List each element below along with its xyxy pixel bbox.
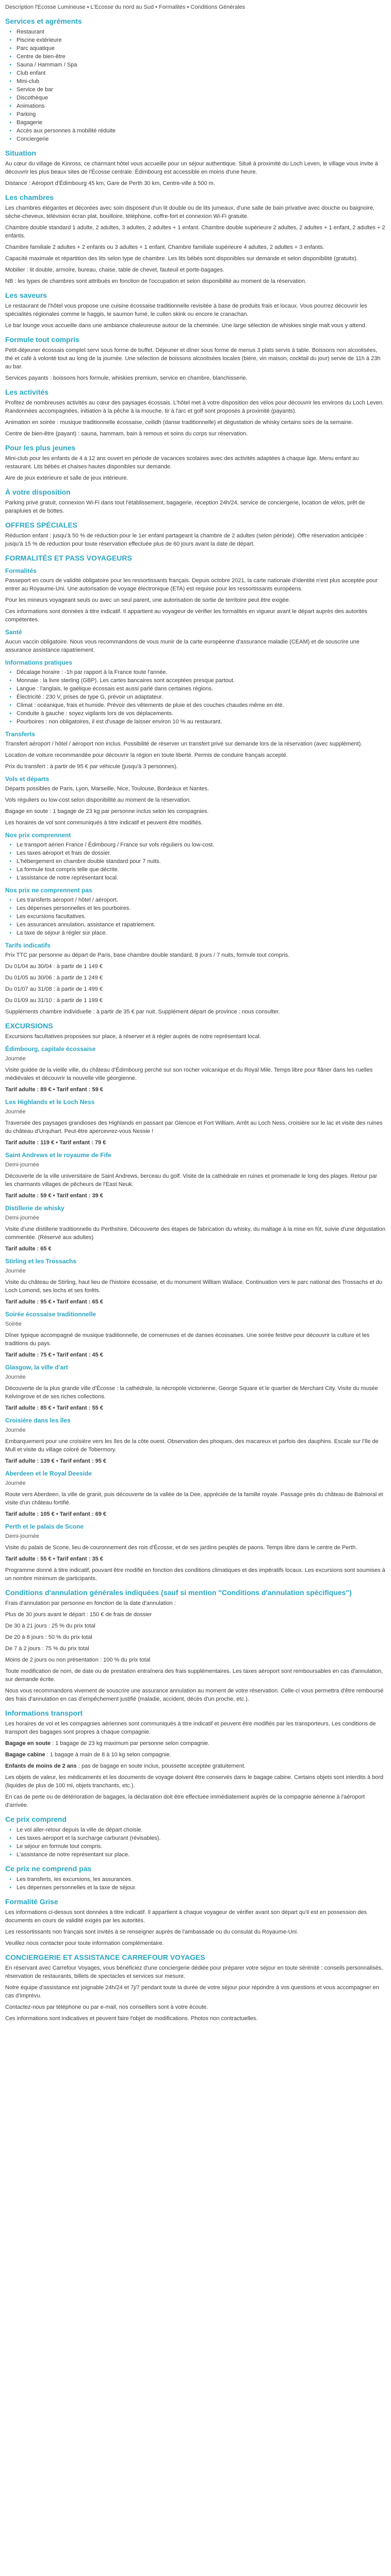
rooms-section — [5, 193, 386, 285]
concierge-text: Contactez-nous par téléphone ou par e-mail, nos conseillers sont à votre écoute. — [5, 2004, 208, 2010]
kids-text: Mini-club pour les enfants de 4 à 12 ans ouvert en période de vacances scolaires avec des activités adaptées à chaque âge. Menu enfant au restaurant. Lits bébés et chaises hautes disponibles sur demande. — [5, 455, 359, 470]
list-item: • Service de bar — [17, 86, 386, 94]
dining-section — [5, 291, 386, 330]
excursion-item — [5, 1257, 386, 1306]
transport-info-section — [5, 1708, 386, 1809]
rooms-text: Mobilier : lit double, armoire, bureau, chaise, table de chevet, fauteuil et porte-bagages. — [5, 267, 224, 273]
conditions-intro: Frais d'annulation par personne en fonction de la date d'annulation : — [5, 1600, 176, 1606]
concierge-title: CONCIERGERIE ET ASSISTANCE CARREFOUR VOYAGES — [5, 1953, 205, 1961]
dining-text: Le bar lounge vous accueille dans une ambiance chaleureuse autour de la cheminée. Une large sélection de whiskies single malt vous y attend. — [5, 323, 367, 329]
excursion-item — [5, 1151, 386, 1200]
transfers-section — [5, 730, 386, 771]
list-item: • Décalage horaire : -1h par rapport à la France toute l'année. — [17, 668, 386, 676]
included-title: Nos prix comprennent — [5, 832, 71, 839]
activities-text: Profitez de nombreuses activités au cœur des paysages écossais. L'hôtel met à votre disposition des vélos pour découvrir les environs du Loch Leven. Randonnées accompagnées, initiation à la pêche à la mouche, tir à l'arc et golf sont proposés à proximité (payants). — [5, 400, 384, 414]
excursion-desc: Traversée des paysages grandioses des Highlands en passant par Glencoe et Fort William. Arrêt au Loch Ness, croisière sur le lac et visite des ruines du château d'Urquhart. Peut-être apercevrez-vous Nessie ! — [5, 1120, 383, 1134]
list-item: • Les excursions facultatives. — [17, 912, 386, 921]
excursion-duration: Demi-journée — [5, 1533, 40, 1539]
excursion-item — [5, 1416, 386, 1465]
transfers-title: Transferts — [5, 731, 36, 738]
list-item: • Centre de bien-être — [17, 53, 386, 61]
price-row: Du 01/07 au 31/08 : à partir de 1 499 € — [5, 986, 103, 992]
activities-text: Animation en soirée : musique traditionnelle écossaise, ceilidh (danse traditionnelle) et dégustation de whisky certains soirs de la semaine. — [5, 419, 353, 426]
excursion-item — [5, 1522, 386, 1563]
health-text: Aucun vaccin obligatoire. Nous vous recommandons de vous munir de la carte européenne d'assurance maladie (CEAM) et de souscrire une assurance assistance rapatriement. — [5, 639, 360, 653]
excursion-price: Tarif adulte : 95 € • Tarif enfant : 65 € — [5, 1299, 103, 1305]
list-item: • Parc aquatique — [17, 44, 386, 53]
list-item: • Mini-club — [17, 77, 386, 86]
excursion-name: Édimbourg, capitale écossaise — [5, 1045, 96, 1053]
excursion-name: Croisière dans les îles — [5, 1417, 71, 1424]
dining-title: Les saveurs — [5, 291, 47, 299]
formality-section — [5, 1897, 386, 1947]
flights-line: Bagage en soute : 1 bagage de 23 kg par personne inclus selon les compagnies. — [5, 808, 209, 815]
excursion-item — [5, 1098, 386, 1147]
situation-text: Au cœur du village de Kinross, ce charmant hôtel vous accueille pour un séjour authentique. Situé à proximité du Loch Leven, le village vous invite à découvrir les plus beaux sites de l'Écosse centrale. Édimbourg est accessible en moins d'une heure. — [5, 161, 378, 175]
conditions-section — [5, 1588, 386, 1703]
excursion-duration: Journée — [5, 1109, 26, 1115]
transport-info-title: Informations transport — [5, 1709, 83, 1717]
excursion-duration: Soirée — [5, 1321, 22, 1327]
list-item: • Club enfant — [17, 69, 386, 77]
services-title: Services et agréments — [5, 17, 82, 25]
transfers-price: Prix du transfert : à partir de 95 € par véhicule (jusqu'à 3 personnes). — [5, 764, 178, 770]
excursion-price: Tarif adulte : 59 € • Tarif enfant : 39 € — [5, 1193, 103, 1199]
flights-line: Vols réguliers ou low-cost selon disponibilité au moment de la réservation. — [5, 797, 191, 803]
excursion-duration: Journée — [5, 1427, 26, 1433]
list-item: • Conduite à gauche : soyez vigilants lors de vos déplacements. — [17, 709, 386, 718]
excursion-desc: Embarquement pour une croisière vers les îles de la côte ouest. Observation des phoques, des macareux et parfois des dauphins. Escale sur l'île de Mull et visite du village coloré de Tobermory. — [5, 1438, 379, 1453]
excursion-name: Aberdeen et le Royal Deeside — [5, 1470, 92, 1477]
list-item: • Discothèque — [17, 94, 386, 102]
price-row: Du 01/05 au 30/06 : à partir de 1 249 € — [5, 975, 103, 981]
excursions-intro: Excursions facultatives proposées sur place, à réserver et à régler auprès de notre représentant local. — [5, 1033, 261, 1040]
price-includes-section — [5, 1815, 386, 1892]
formalities-title: FORMALITÉS ET PASS VOYAGEURS — [5, 554, 132, 562]
excursion-name: Stirling et les Trossachs — [5, 1258, 77, 1265]
list-item: • Bagagerie — [17, 118, 386, 127]
prices-intro: Prix TTC par personne au départ de Paris, base chambre double standard, 8 jours / 7 nuits, formule tout compris. — [5, 952, 290, 958]
offers-section — [5, 520, 386, 548]
offers-title: OFFRES SPÉCIALES — [5, 521, 78, 529]
transport-info-text: En cas de perte ou de détérioration de bagages, la déclaration doit être effectuée immédiatement auprès de la compagnie aérienne à l'aéroport d'arrivée. — [5, 1794, 365, 1808]
baggage-row: Bagage cabine : 1 bagage à main de 8 à 10 kg selon compagnie. — [5, 1752, 171, 1758]
excursion-price: Tarif adulte : 85 € • Tarif enfant : 55 € — [5, 1405, 103, 1411]
baggage-label: Bagage en soute — [5, 1740, 51, 1747]
excursion-desc: Visite d'une distillerie traditionnelle du Perthshire. Découverte des étapes de fabrication du whisky, du maltage à la mise en fût, suivie d'une dégustation commentée. (Réservé aux adultes) — [5, 1226, 385, 1241]
excursion-price: Tarif adulte : 139 € • Tarif enfant : 95 € — [5, 1458, 106, 1464]
excursion-desc: Découverte de la ville universitaire de Saint Andrews, berceau du golf. Visite de la cathédrale en ruines et promenade le long des plages. Retour par les charmants villages de pêcheurs de l'East Neuk. — [5, 1173, 378, 1188]
services-section — [5, 16, 386, 143]
price-excludes-list — [5, 1875, 386, 1892]
rooms-text: Capacité maximale et répartition des lits selon type de chambre. Les lits bébés sont disponibles sur demande et selon disponibilité (gratuits). — [5, 256, 358, 262]
excursion-name: Soirée écossaise traditionnelle — [5, 1311, 96, 1318]
excluded-title: Nos prix ne comprennent pas — [5, 887, 92, 894]
list-item: • Le vol aller-retour depuis la ville de départ choisie. — [17, 1826, 386, 1834]
formula-section — [5, 335, 386, 382]
list-item: • Animations — [17, 102, 386, 110]
excursion-price: Tarif adulte : 119 € • Tarif enfant : 79 € — [5, 1140, 106, 1146]
formalities-text: Pour les mineurs voyageant seuls ou avec un seul parent, une autorisation de sortie de territoire peut être exigée. — [5, 597, 290, 603]
excursion-name: Saint Andrews et le royaume de Fife — [5, 1151, 111, 1159]
list-item: • Les assurances annulation, assistance et rapatriement. — [17, 921, 386, 929]
excursion-desc: Dîner typique accompagné de musique traditionnelle, de cornemuses et de danses écossaises. Une soirée festive pour découvrir la culture et les traditions du pays. — [5, 1332, 370, 1347]
excursion-name: Glasgow, la ville d'art — [5, 1364, 68, 1371]
list-item: • Parking — [17, 110, 386, 118]
included-section — [5, 831, 386, 937]
amenities-title: À votre disposition — [5, 488, 71, 496]
conditions-row: Plus de 30 jours avant le départ : 150 € de frais de dossier — [5, 1612, 152, 1618]
excursion-duration: Demi-journée — [5, 1162, 40, 1168]
excursion-duration: Journée — [5, 1268, 26, 1274]
list-item: • Monnaie : la livre sterling (GBP). Les cartes bancaires sont acceptées presque partout. — [17, 676, 386, 685]
excursion-name: Distillerie de whisky — [5, 1205, 64, 1212]
transport-info-text: Les objets de valeur, les médicaments et les documents de voyage doivent être conservés dans le bagage cabine. Certains objets sont interdits à bord (liquides de plus de 100 ml, objets tranchants, etc.). — [5, 1774, 384, 1789]
transfers-text: Location de voiture recommandée pour découvrir la région en toute liberté. Permis de conduire français accepté. — [5, 752, 288, 758]
conditions-text: Toute modification de nom, de date ou de prestation entraînera des frais supplémentaires. Les taxes aéroport sont remboursables en cas d'annulation, sur demande écrite. — [5, 1668, 383, 1683]
baggage-value: 1 bagage à main de 8 à 10 kg selon compagnie. — [50, 1752, 171, 1758]
excluded-list — [5, 896, 386, 937]
list-item: • Sauna / Hammam / Spa — [17, 61, 386, 69]
excursion-name: Perth et le palais de Scone — [5, 1523, 84, 1530]
rooms-title: Les chambres — [5, 193, 54, 201]
offers-text: Réduction enfant : jusqu'à 50 % de réduction pour le 1er enfant partageant la chambre de 2 adultes (selon période). Offre réservation anticipée : jusqu'à 15 % de réduction pour toute réservation effectuée plus de 60 jours avant la date de départ. — [5, 533, 367, 547]
excursion-name: Les Highlands et le Loch Ness — [5, 1098, 95, 1106]
excursion-price: Tarif adulte : 89 € • Tarif enfant : 59 € — [5, 1087, 103, 1093]
intro-breadcrumb: Description l'Ecosse Lumineuse • L'Ecosse du nord au Sud • Formalités • Conditions Générales — [5, 4, 246, 10]
list-item: • Les taxes aéroport et frais de dossier. — [17, 849, 386, 857]
list-item: • La formule tout compris telle que décrite. — [17, 866, 386, 874]
formula-text: Petit-déjeuner écossais complet servi sous forme de buffet. Déjeuner et dîner sous forme de menus 3 plats servis à table. Boissons non alcoolisées, thé et café à volonté tout au long de la journée. Une sélection de boissons alcoolisées locales (bière, vin maison, cocktail du jour) servie de 11h à 23h au bar. — [5, 347, 381, 370]
list-item: • Les dépenses personnelles et la taxe de séjour. — [17, 1884, 386, 1892]
list-item: • Électricité : 230 V, prises de type G, prévoir un adaptateur. — [17, 693, 386, 701]
excursion-desc: Découverte de la plus grande ville d'Écosse : la cathédrale, la nécropole victorienne, George Square et le quartier de Merchant City. Visite du musée Kelvingrove et de ses riches collections. — [5, 1385, 378, 1400]
formality-text: Veuillez nous contacter pour toute information complémentaire. — [5, 1940, 164, 1946]
excursion-desc: Visite du château de Stirling, haut lieu de l'histoire écossaise, et du monument William Wallace. Continuation vers le parc national des Trossachs et du Loch Lomond, ses lochs et ses forêts. — [5, 1279, 382, 1294]
flights-section — [5, 775, 386, 827]
list-item: • Les transferts, les excursions, les assurances. — [17, 1875, 386, 1884]
baggage-label: Enfants de moins de 2 ans — [5, 1763, 77, 1769]
excursions-section — [5, 1021, 386, 1583]
rooms-note: NB : les types de chambres sont attribués en fonction de l'occupation et selon disponibilité au moment de la réservation. — [5, 278, 307, 284]
formalities-text: Ces informations sont données à titre indicatif. Il appartient au voyageur de vérifier les formalités en vigueur avant le départ auprès des autorités compétentes. — [5, 608, 367, 623]
activities-title: Les activités — [5, 388, 49, 396]
transfers-text: Transfert aéroport / hôtel / aéroport non inclus. Possibilité de réserver un transfert privé sur demande lors de la réservation (avec supplément). — [5, 741, 363, 747]
situation-title: Situation — [5, 149, 36, 157]
baggage-label: Bagage cabine — [5, 1752, 45, 1758]
situation-section — [5, 148, 386, 188]
conditions-title: Conditions d'annulation générales indiquées (sauf si mention "Conditions d'annulation spécifiques") — [5, 1588, 352, 1597]
flights-title: Vols et départs — [5, 775, 50, 783]
baggage-row: Enfants de moins de 2 ans : pas de bagage en soute inclus, poussette acceptée gratuitement. — [5, 1763, 246, 1769]
price-excludes-title: Ce prix ne comprend pas — [5, 1865, 92, 1873]
concierge-text: Notre équipe d'assistance est joignable 24h/24 et 7j/7 pendant toute la durée de votre séjour pour répondre à vos questions et vous accompagner en cas d'imprévu. — [5, 1985, 379, 1999]
list-item: • Restaurant — [17, 28, 386, 36]
formalities-subtitle: Formalités — [5, 567, 37, 574]
list-item: • Piscine extérieure — [17, 36, 386, 44]
kids-section — [5, 443, 386, 482]
price-row: Du 01/04 au 30/04 : à partir de 1 149 € — [5, 963, 103, 970]
conditions-text: Nous vous recommandons vivement de souscrire une assurance annulation au moment de votre réservation. Celle-ci vous permettra d'être remboursé des frais d'annulation en cas d'empêchement justifié (maladie, accident, décès d'un proche, etc.). — [5, 1688, 384, 1702]
conditions-row: Moins de 2 jours ou non présentation : 100 % du prix total — [5, 1657, 151, 1663]
formality-text: Les informations ci-dessus sont données à titre indicatif. Il appartient à chaque voyageur de vérifier avant son départ qu'il est en possession des documents en cours de validité exigés par les autorités. — [5, 1909, 367, 1924]
excursion-desc: Route vers Aberdeen, la ville de granit, puis découverte de la vallée de la Dee, appréciée de la famille royale. Passage près du château de Balmoral et visite d'un château fortifié. — [5, 1492, 383, 1506]
list-item: • Accès aux personnes à mobilité réduite — [17, 127, 386, 135]
practical-list — [5, 668, 386, 726]
price-includes-list — [5, 1826, 386, 1859]
health-title: Santé — [5, 629, 22, 636]
list-item: • L'hébergement en chambre double standard pour 7 nuits. — [17, 857, 386, 866]
conditions-row: De 7 à 2 jours : 75 % du prix total — [5, 1646, 89, 1652]
baggage-value: 1 bagage de 23 kg maximum par personne selon compagnie. — [55, 1740, 210, 1747]
activities-text: Centre de bien-être (payant) : sauna, hammam, bain à remous et soins du corps sur réservation. — [5, 431, 248, 437]
formula-paid: Services payants : boissons hors formule, whiskies premium, service en chambre, blanchisserie. — [5, 375, 248, 381]
list-item: • L'assistance de notre représentant local. — [17, 874, 386, 882]
baggage-row: Bagage en soute : 1 bagage de 23 kg maximum par personne selon compagnie. — [5, 1740, 210, 1747]
kids-title: Pour les plus jeunes — [5, 444, 76, 452]
formula-title: Formule tout compris — [5, 335, 79, 344]
conditions-row: De 30 à 21 jours : 25 % du prix total — [5, 1623, 95, 1629]
list-item: • Climat : océanique, frais et humide. Prévoir des vêtements de pluie et des couches chaudes même en été. — [17, 701, 386, 709]
flights-line: Départs possibles de Paris, Lyon, Marseille, Nice, Toulouse, Bordeaux et Nantes. — [5, 786, 209, 792]
excursion-desc: Visite du palais de Scone, lieu de couronnement des rois d'Écosse, et de ses jardins peuplés de paons. Temps libre dans le centre de Perth. — [5, 1545, 357, 1551]
price-row: Du 01/09 au 31/10 : à partir de 1 199 € — [5, 997, 103, 1004]
amenities-text: Parking privé gratuit, connexion Wi-Fi dans tout l'établissement, bagagerie, réception 24h/24, service de conciergerie, location de vélos, prêt de parapluies et de bottes. — [5, 500, 365, 514]
conditions-row: De 20 à 8 jours : 50 % du prix total — [5, 1634, 92, 1640]
formality-title: Formalité Grise — [5, 1897, 58, 1906]
excursion-item — [5, 1363, 386, 1412]
prices-title: Tarifs indicatifs — [5, 942, 51, 949]
excursions-note: Programme donné à titre indicatif, pouvant être modifié en fonction des conditions climatiques et des impératifs locaux. Les excursions sont soumises à un nombre minimum de participants. — [5, 1567, 385, 1582]
transport-info-text: Les horaires de vol et les compagnies aériennes sont communiqués à titre indicatif et peuvent être modifiés par les transporteurs. Les conditions de transport des bagages sont propres à chaque compagnie. — [5, 1721, 376, 1735]
included-list — [5, 841, 386, 882]
concierge-section — [5, 1953, 386, 2023]
dining-text: Le restaurant de l'hôtel vous propose une cuisine écossaise traditionnelle revisitée à base de produits frais et locaux. Vous pourrez découvrir les spécialités régionales comme le haggis, le saumon fumé, le cullen skink ou encore le cranachan. — [5, 303, 367, 317]
formalities-text: Passeport en cours de validité obligatoire pour les ressortissants français. Depuis octobre 2021, la carte nationale d'identité n'est plus acceptée pour entrer au Royaume-Uni. Une autorisation de voyage électronique (ETA) est requise pour les ressortissants européens. — [5, 578, 378, 592]
excursion-duration: Demi-journée — [5, 1215, 40, 1221]
rooms-text: Chambre double standard 1 adulte, 2 adultes, 3 adultes, 2 adultes + 1 enfant. Chambre double supérieure 2 adultes, 2 adultes + 1 enfant, 2 adultes + 2 enfants. — [5, 225, 385, 239]
prices-note: Suppléments chambre individuelle : à partir de 35 € par nuit. Supplément départ de province : nous consulter. — [5, 1009, 280, 1015]
list-item: • Pourboires : non obligatoires, il est d'usage de laisser environ 10 % au restaurant. — [17, 718, 386, 726]
practical-title: Informations pratiques — [5, 659, 73, 666]
list-item: • Le séjour en formule tout compris. — [17, 1842, 386, 1851]
excursion-price: Tarif adulte : 75 € • Tarif enfant : 45 € — [5, 1352, 103, 1358]
rooms-text: Les chambres élégantes et décorées avec soin disposent d'un lit double ou de lits jumeaux, d'une salle de bain privative avec douche ou baignoire, sèche-cheveux, télévision écran plat, bouilloire, téléphone, coffre-fort et connexion Wi-Fi gratuite. — [5, 205, 374, 219]
list-item: • Langue : l'anglais, le gaélique écossais est aussi parlé dans certaines régions. — [17, 685, 386, 693]
list-item: • La taxe de séjour à régler sur place. — [17, 929, 386, 937]
flights-line: Les horaires de vol sont communiqués à titre indicatif et peuvent être modifiés. — [5, 820, 203, 826]
services-list — [5, 28, 386, 143]
list-item: • L'assistance de notre représentant sur place. — [17, 1851, 386, 1859]
price-includes-title: Ce prix comprend — [5, 1815, 67, 1823]
concierge-text: En réservant avec Carrefour Voyages, vous bénéficiez d'une conciergerie dédiée pour préparer votre séjour en toute sérénité : conseils personnalisés, réservation de restaurants, billets de spectacles et services sur mesure. — [5, 1965, 383, 1979]
baggage-value: pas de bagage en soute inclus, poussette acceptée gratuitement. — [81, 1763, 246, 1769]
list-item: • Les taxes aéroport et la surcharge carburant (révisables). — [17, 1834, 386, 1842]
list-item: • Conciergerie — [17, 135, 386, 143]
excursion-desc: Visite guidée de la vieille ville, du château d'Édimbourg perché sur son rocher volcanique et du Royal Mile. Temps libre pour flâner dans les ruelles médiévales et découvrir la nouvelle ville géorgienne. — [5, 1067, 373, 1081]
concierge-note: Ces informations sont indicatives et peuvent faire l'objet de modifications. Photos non contractuelles. — [5, 2015, 258, 2022]
amenities-section — [5, 487, 386, 515]
excursion-item — [5, 1469, 386, 1518]
formality-text: Les ressortissants non français sont invités à se renseigner auprès de l'ambassade ou du consulat du Royaume-Uni. — [5, 1929, 299, 1935]
rooms-text: Chambre familiale 2 adultes + 2 enfants ou 3 adultes + 1 enfant. Chambre familiale supérieure 4 adultes, 2 adultes + 3 enfants. — [5, 244, 324, 250]
prices-section — [5, 941, 386, 1016]
excursion-item — [5, 1204, 386, 1253]
excursion-price: Tarif adulte : 105 € • Tarif enfant : 69 € — [5, 1511, 106, 1517]
excursion-price: Tarif adulte : 55 € • Tarif enfant : 35 € — [5, 1556, 103, 1562]
activities-section — [5, 387, 386, 438]
situation-distance: Distance : Aéroport d'Édimbourg 45 km, Gare de Perth 30 km, Centre-ville à 500 m. — [5, 180, 215, 187]
excursion-item — [5, 1310, 386, 1359]
excursion-duration: Journée — [5, 1480, 26, 1486]
excursions-title: EXCURSIONS — [5, 1022, 53, 1030]
kids-text: Aire de jeux extérieure et salle de jeux intérieure. — [5, 475, 128, 481]
list-item: • Le transport aérien France / Édimbourg / France sur vols réguliers ou low-cost. — [17, 841, 386, 849]
excursion-duration: Journée — [5, 1056, 26, 1062]
excursion-price: Tarif adulte : 65 € — [5, 1246, 52, 1252]
excursion-item — [5, 1045, 386, 1094]
formalities-section — [5, 553, 386, 726]
list-item: • Les transferts aéroport / hôtel / aéroport. — [17, 896, 386, 904]
excursion-duration: Journée — [5, 1374, 26, 1380]
list-item: • Les dépenses personnelles et les pourboires. — [17, 904, 386, 912]
